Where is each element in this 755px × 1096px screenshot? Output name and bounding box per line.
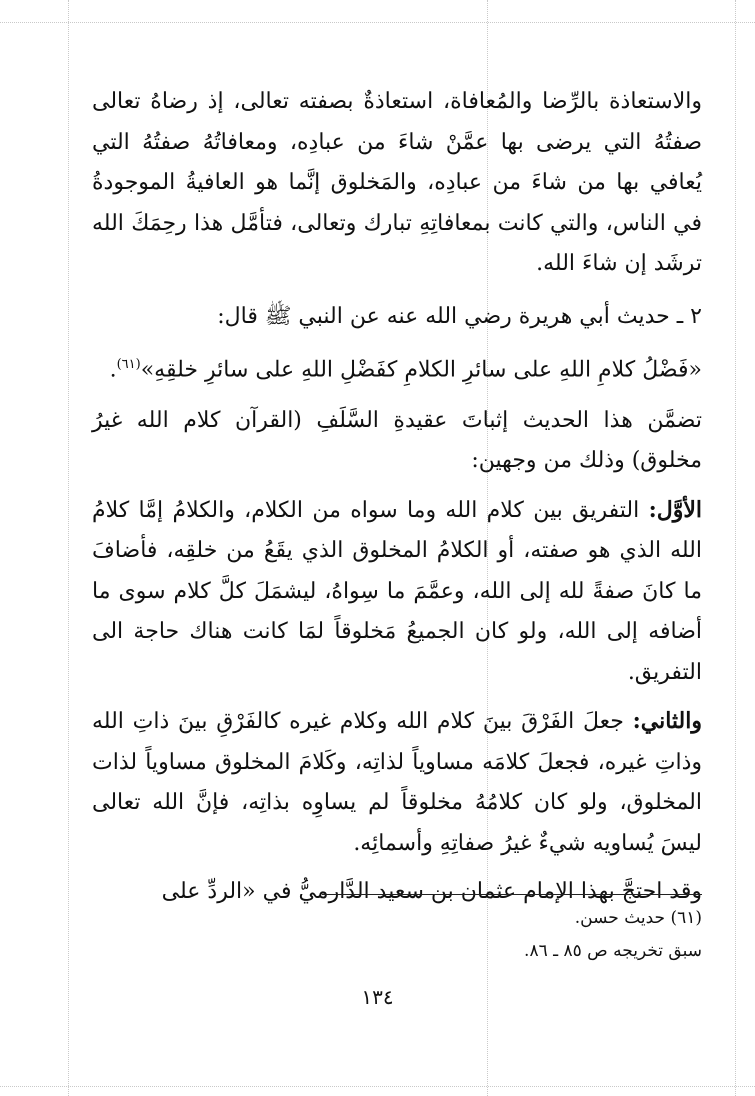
paragraph-istiadha: والاستعاذة بالرِّضا والمُعافاة، استعاذةٌ بصفته تعالى، إذ رضاهُ تعالى صفتُهُ التي يرضى بها عمَّنْ شاءَ من عبادِه، ومعافاتُهُ صفتُهُ التي يُعافي بها من شاءَ من عبادِه، والمَخلوق إنَّما هو العافيةُ الموجودةُ في الناس، والتي كانت بمعافاتِهِ تبارك وتعالى، فتأمَّل هذا رحِمَكَ الله ترشَد إن شاءَ الله. (92, 89, 702, 276)
paragraph-commentary: تضمَّن هذا الحديث إثباتَ عقيدةِ السَّلَفِ (القرآن كلام الله غيرُ مخلوق) وذلك من وجهين: (92, 407, 702, 474)
second-point-label: والثاني: (632, 708, 702, 735)
first-point-label: الأوَّل: (648, 496, 702, 523)
paragraph-second-point (92, 701, 702, 864)
second-point-text: جعلَ الفَرْقَ بينَ كلام الله وكلام غيره كالفَرْقِ بينَ ذاتِ الله وذاتِ غيره، فجعلَ كلامَه مساوياً لذاتِه، وكَلامَ المخلوق مساوياً لذات المخلوق، ولو كان كلامُهُ مخلوقاً لم يساوِه بذاتِه، فإنَّ الله تعالى ليسَ يُساويه شيءٌ غيرُ صفاتِهِ وأسمائِه. (92, 709, 702, 856)
scan-guide-line-top (0, 22, 755, 23)
paragraph-darimi: وقد احتجَّ بهذا الإمام عثمان بن سعيد الدَّارميُّ في «الردِّ على (161, 879, 702, 905)
page-number: ١٣٤ (361, 985, 394, 1009)
paragraph-first-point (92, 490, 702, 694)
footnote-divider (322, 894, 702, 895)
scan-guide-line-bottom (0, 1086, 755, 1087)
footnote-61-reference: سبق تخريجه ص ٨٥ ـ ٨٦. (524, 941, 702, 961)
hadith-quote-text: «فَضْلُ كلامِ اللهِ على سائرِ الكلامِ كفَضْلِ اللهِ على سائرِ خلقِهِ» (140, 357, 702, 383)
page-body (92, 82, 702, 925)
scan-guide-line-left (68, 0, 69, 1096)
first-point-text: التفريق بين كلام الله وما سواه من الكلام، والكلامُ إمَّا كلامُ الله الذي هو صفته، أو الكلامُ المخلوق الذي يقَعُ من خلقِه، فأضافَ ما كانَ صفةً لله إلى الله، وعمَّمَ ما سِواهُ، ليشمَلَ كلَّ كلام سوى ما أضافه إلى الله، ولو كان الجميعُ مَخلوقاً لمَا كانت هناك حاجة الى التفريق. (92, 497, 702, 685)
scan-guide-line-right (735, 0, 736, 1096)
footnote-reference: (٦١) (116, 357, 141, 372)
footnotes (322, 902, 702, 968)
footnote-61: (٦١) حديث حسن. (574, 908, 702, 928)
hadith-heading: ٢ ـ حديث أبي هريرة رضي الله عنه عن النبي ﷺ قال: (217, 303, 702, 329)
hadith-quote: «فَضْلُ كلامِ اللهِ على سائرِ الكلامِ كفَضْلِ اللهِ على سائرِ خلقِهِ»$^{(٦١)}$. (109, 357, 702, 383)
